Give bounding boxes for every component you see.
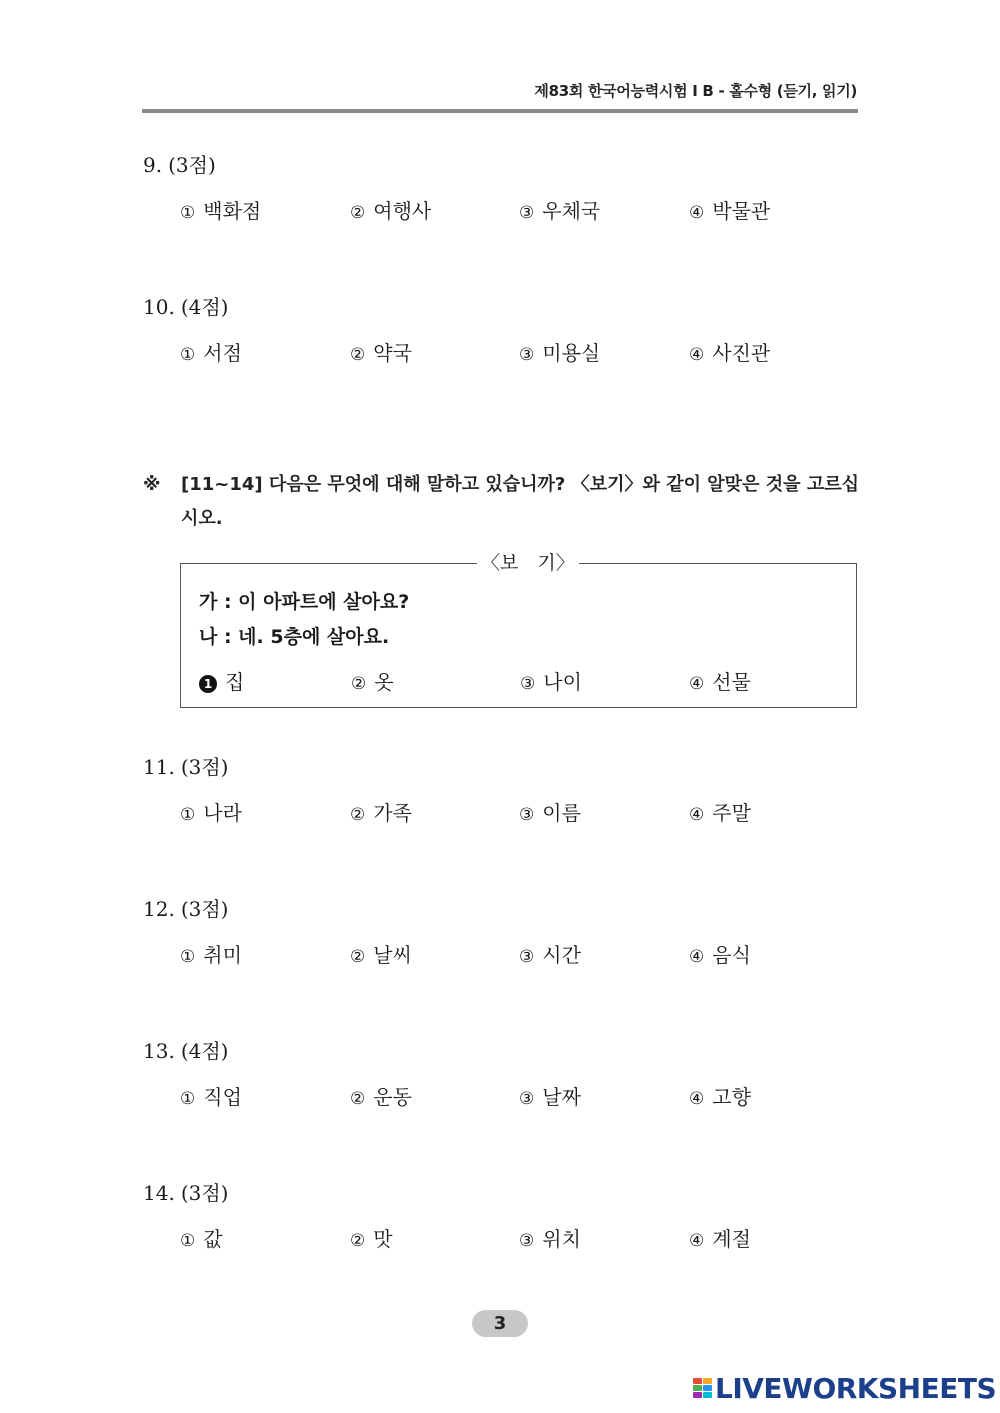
answer-option-3[interactable] — [519, 1082, 581, 1114]
answer-option-4[interactable] — [689, 1224, 751, 1256]
answer-option-4[interactable] — [689, 940, 751, 972]
option-text: 옷 — [374, 670, 394, 694]
question-header — [143, 894, 863, 924]
header-divider — [142, 109, 858, 113]
option-number: ② — [350, 1089, 366, 1109]
question-12 — [143, 894, 863, 970]
answer-option-1[interactable] — [180, 1224, 223, 1256]
example-option-1-selected — [199, 667, 244, 697]
option-number: ② — [350, 203, 366, 223]
answer-option-3[interactable] — [519, 196, 600, 228]
option-number: ④ — [689, 674, 705, 694]
option-text: 가족 — [373, 801, 412, 825]
option-number: ④ — [689, 947, 705, 967]
answer-options — [180, 196, 863, 226]
logo-cell — [693, 1385, 702, 1391]
question-points: (3점) — [180, 1181, 229, 1205]
logo-cell — [703, 1378, 712, 1384]
option-number: ③ — [519, 947, 535, 967]
answer-options — [180, 940, 863, 970]
question-11 — [143, 752, 863, 828]
instruction-text: [11~14] 다음은 무엇에 대해 말하고 있습니까? 〈보기〉와 같이 알맞은 것을 고르십시오. — [181, 474, 859, 529]
option-number: ② — [350, 1231, 366, 1251]
question-header — [143, 292, 863, 322]
section-instruction — [143, 468, 859, 536]
question-points: (4점) — [180, 295, 229, 319]
liveworksheets-brand — [693, 1373, 996, 1403]
option-number: ④ — [689, 1231, 705, 1251]
answer-option-2[interactable] — [350, 798, 412, 830]
question-10 — [143, 292, 863, 368]
example-option-2 — [351, 667, 394, 699]
page-number: 3 — [472, 1310, 528, 1337]
option-text: 미용실 — [542, 341, 601, 365]
question-header — [143, 1178, 863, 1208]
option-text: 운동 — [373, 1085, 412, 1109]
answer-option-3[interactable] — [519, 338, 600, 370]
answer-options — [180, 798, 863, 828]
question-points: (3점) — [168, 153, 216, 177]
option-number: ① — [180, 203, 196, 223]
option-text: 이름 — [542, 801, 581, 825]
option-number: ① — [180, 947, 196, 967]
example-box — [180, 552, 857, 708]
question-number: 12. — [143, 897, 175, 921]
answer-option-4[interactable] — [689, 1082, 751, 1114]
answer-option-4[interactable] — [689, 196, 770, 228]
answer-option-2[interactable] — [350, 338, 412, 370]
question-number: 10. — [143, 295, 175, 319]
question-points: (4점) — [180, 1039, 229, 1063]
option-text: 여행사 — [373, 199, 432, 223]
option-text: 맛 — [373, 1227, 393, 1251]
option-number: ④ — [689, 203, 705, 223]
option-text: 위치 — [542, 1227, 581, 1251]
question-header — [143, 1036, 863, 1066]
option-number: ④ — [689, 1089, 705, 1109]
answer-option-2[interactable] — [350, 196, 431, 228]
selected-answer-marker: 1 — [199, 675, 217, 693]
question-points: (3점) — [180, 897, 229, 921]
option-text: 나라 — [203, 801, 242, 825]
brand-name: LIVEWORKSHEETS — [715, 1371, 997, 1405]
example-option-4 — [689, 667, 751, 699]
option-text: 음식 — [712, 943, 751, 967]
option-text: 주말 — [712, 801, 751, 825]
logo-cell — [693, 1392, 702, 1398]
answer-option-3[interactable] — [519, 1224, 581, 1256]
option-text: 사진관 — [712, 341, 771, 365]
option-text: 집 — [225, 670, 245, 694]
option-number: ③ — [519, 1231, 535, 1251]
option-number: ② — [350, 805, 366, 825]
option-text: 우체국 — [542, 199, 601, 223]
question-header — [143, 150, 863, 180]
option-text: 나이 — [543, 670, 582, 694]
option-number: ③ — [519, 345, 535, 365]
option-number: ③ — [519, 805, 535, 825]
option-text: 선물 — [712, 670, 751, 694]
logo-cell — [693, 1378, 702, 1384]
question-number: 14. — [143, 1181, 175, 1205]
answer-option-2[interactable] — [350, 1224, 393, 1256]
option-number: ④ — [689, 345, 705, 365]
option-text: 직업 — [203, 1085, 242, 1109]
option-text: 값 — [203, 1227, 223, 1251]
option-number: ① — [180, 1231, 196, 1251]
option-text: 날씨 — [373, 943, 412, 967]
option-text: 시간 — [542, 943, 581, 967]
question-number: 9. — [143, 153, 163, 177]
option-text: 백화점 — [203, 199, 262, 223]
example-option-3 — [520, 667, 582, 699]
page-header-title: 제83회 한국어능력시험 I B - 홀수형 (듣기, 읽기) — [534, 82, 857, 100]
question-number: 13. — [143, 1039, 175, 1063]
question-9 — [143, 150, 863, 226]
answer-option-1[interactable] — [180, 338, 242, 370]
option-number: ④ — [689, 805, 705, 825]
option-number: ② — [350, 947, 366, 967]
option-text: 서점 — [203, 341, 242, 365]
answer-options — [180, 1082, 863, 1112]
answer-option-3[interactable] — [519, 940, 581, 972]
option-number: ① — [180, 805, 196, 825]
option-number: ① — [180, 1089, 196, 1109]
example-dialogue-line-1: 가 : 이 아파트에 살아요? — [199, 591, 410, 613]
option-text: 취미 — [203, 943, 242, 967]
option-text: 박물관 — [712, 199, 771, 223]
question-number: 11. — [143, 755, 175, 779]
answer-option-1[interactable] — [180, 1082, 242, 1114]
liveworksheets-logo-icon — [693, 1378, 712, 1398]
option-number: ③ — [520, 674, 536, 694]
answer-option-1[interactable] — [180, 798, 242, 830]
question-points: (3점) — [180, 755, 229, 779]
answer-option-1[interactable] — [180, 940, 242, 972]
answer-option-1[interactable] — [180, 196, 261, 228]
option-number: ③ — [519, 203, 535, 223]
option-number: ③ — [519, 1089, 535, 1109]
reference-mark: ※ — [143, 474, 161, 495]
question-13 — [143, 1036, 863, 1112]
logo-cell — [703, 1392, 712, 1398]
example-dialogue-line-2: 나 : 네. 5층에 살아요. — [199, 626, 390, 648]
option-text: 계절 — [712, 1227, 751, 1251]
option-number: ② — [351, 674, 367, 694]
option-text: 약국 — [373, 341, 412, 365]
option-text: 날짜 — [542, 1085, 581, 1109]
option-number: ① — [180, 345, 196, 365]
question-14 — [143, 1178, 863, 1254]
option-number: ② — [350, 345, 366, 365]
option-text: 고향 — [712, 1085, 751, 1109]
example-options — [199, 667, 839, 697]
answer-options — [180, 1224, 863, 1254]
answer-option-2[interactable] — [350, 1082, 412, 1114]
answer-options — [180, 338, 863, 368]
answer-option-4[interactable] — [689, 798, 751, 830]
question-header — [143, 752, 863, 782]
example-label: 〈보 기〉 — [477, 549, 579, 577]
answer-option-2[interactable] — [350, 940, 412, 972]
answer-option-3[interactable] — [519, 798, 581, 830]
answer-option-4[interactable] — [689, 338, 770, 370]
logo-cell — [703, 1385, 712, 1391]
